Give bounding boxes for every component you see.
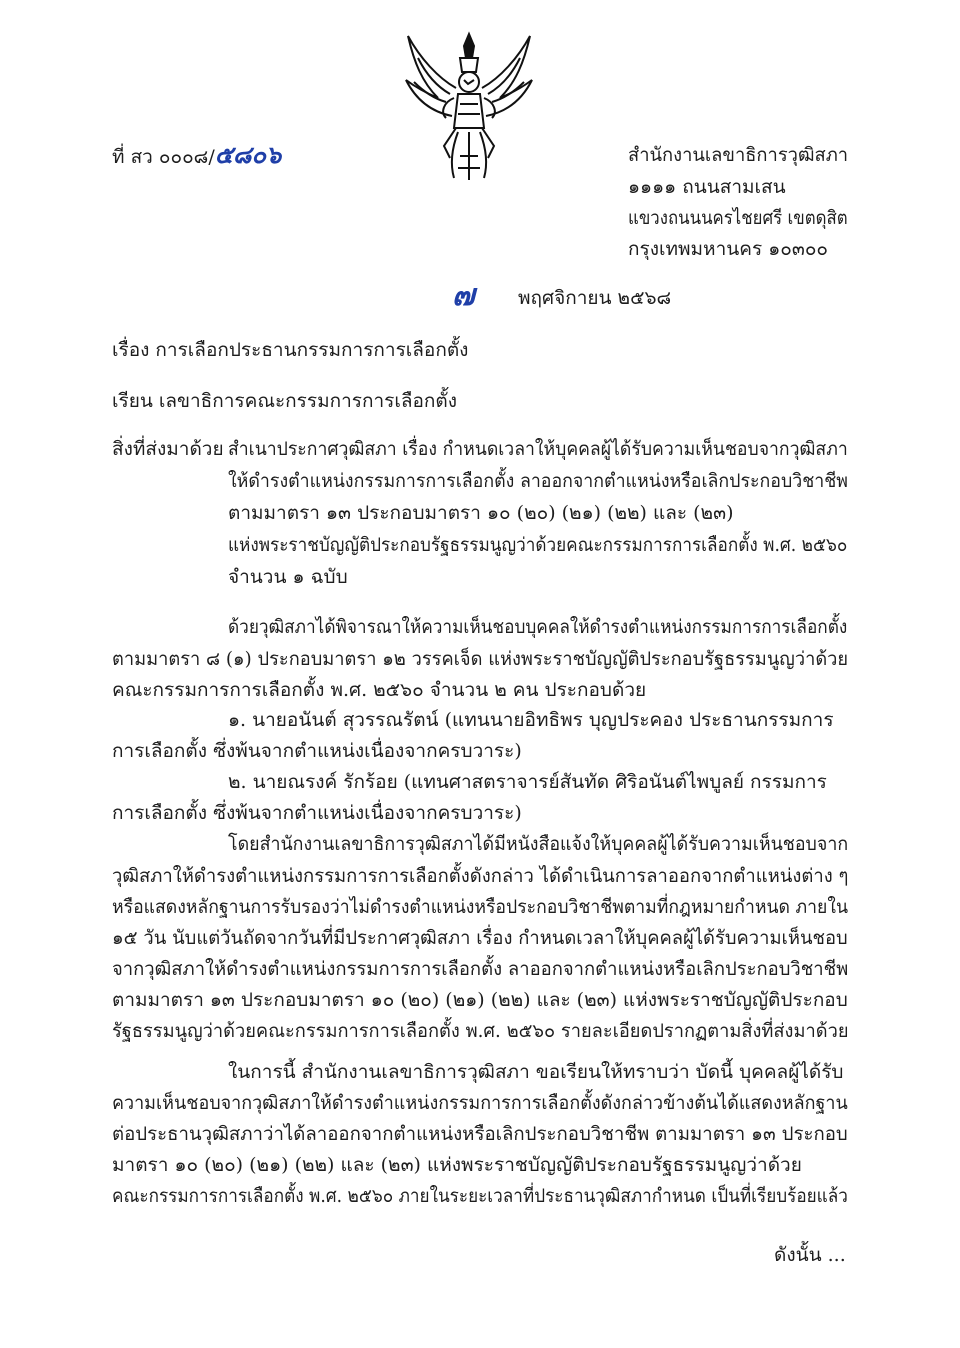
paragraph-2-line: หรือแสดงหลักฐานการรับรองว่าไม่ดำรงตำแหน่งหรือประกอบวิชาชีพตามที่กฎหมายกำหนด ภายใน [112, 896, 849, 918]
list-item-1-line-2: การเลือกตั้ง ซึ่งพ้นจากตำแหน่งเนื่องจากครบวาระ) [112, 740, 522, 762]
paragraph-2-line: ๑๕ วัน นับแต่วันถัดจากวันที่มีประกาศวุฒิสภา เรื่อง กำหนดเวลาให้บุคคลผู้ได้รับความเห็นชอบ [112, 927, 848, 949]
paragraph-2-line: รัฐธรรมนูญว่าด้วยคณะกรรมการการเลือกตั้ง พ.ศ. ๒๕๖๐ รายละเอียดปรากฏตามสิ่งที่ส่งมาด้วย [112, 1020, 849, 1042]
enclosure-label: สิ่งที่ส่งมาด้วย [112, 438, 224, 460]
paragraph-2-line: โดยสำนักงานเลขาธิการวุฒิสภาได้มีหนังสือแจ้งให้บุคคลผู้ได้รับความเห็นชอบจาก [228, 833, 849, 855]
garuda-emblem-icon [398, 28, 540, 186]
reference-handwritten-number: ๕๘๐๖ [214, 140, 282, 169]
enclosure-line: ให้ดำรงตำแหน่งกรรมการการเลือกตั้ง ลาออกจากตำแหน่งหรือเลิกประกอบวิชาชีพ [228, 470, 849, 492]
paragraph-2-line: วุฒิสภาให้ดำรงตำแหน่งกรรมการการเลือกตั้งดังกล่าว ได้ดำเนินการลาออกจากตำแหน่งต่าง ๆ [112, 865, 849, 887]
paragraph-2-line: จากวุฒิสภาให้ดำรงตำแหน่งกรรมการการเลือกตั้ง ลาออกจากตำแหน่งหรือเลิกประกอบวิชาชีพ [112, 958, 849, 980]
continuation-text: ดังนั้น ... [774, 1244, 846, 1266]
paragraph-3-line: คณะกรรมการการเลือกตั้ง พ.ศ. ๒๕๖๐ ภายในระยะเวลาที่ประธานวุฒิสภากำหนด เป็นที่เรียบร้อยแล้ว [112, 1185, 848, 1207]
sender-address-line-1: ๑๑๑๑ ถนนสามเสน [628, 176, 786, 198]
paragraph-3-line: ความเห็นชอบจากวุฒิสภาให้ดำรงตำแหน่งกรรมการการเลือกตั้งดังกล่าวข้างต้นได้แสดงหลักฐาน [112, 1092, 848, 1114]
paragraph-1-line: ตามมาตรา ๘ (๑) ประกอบมาตรา ๑๒ วรรคเจ็ด แห่งพระราชบัญญัติประกอบรัฐธรรมนูญว่าด้วย [112, 648, 849, 670]
recipient-line: เรียน เลขาธิการคณะกรรมการการเลือกตั้ง [112, 390, 458, 412]
sender-address-line-2: แขวงถนนนครไชยศรี เขตดุสิต [628, 207, 848, 229]
date-month-year: พฤศจิกายน ๒๕๖๘ [518, 287, 672, 309]
paragraph-1-line: คณะกรรมการการเลือกตั้ง พ.ศ. ๒๕๖๐ จำนวน ๒ คน ประกอบด้วย [112, 679, 647, 701]
paragraph-1-line: ด้วยวุฒิสภาได้พิจารณาให้ความเห็นชอบบุคคลให้ดำรงตำแหน่งกรรมการการเลือกตั้ง [228, 616, 848, 638]
reference-number [112, 140, 282, 169]
subject-line: เรื่อง การเลือกประธานกรรมการการเลือกตั้ง [112, 339, 469, 361]
enclosure-line: สำเนาประกาศวุฒิสภา เรื่อง กำหนดเวลาให้บุคคลผู้ได้รับความเห็นชอบจากวุฒิสภา [228, 438, 848, 460]
paragraph-3-line: ต่อประธานวุฒิสภาว่าได้ลาออกจากตำแหน่งหรือเลิกประกอบวิชาชีพ ตามมาตรา ๑๓ ประกอบ [112, 1123, 848, 1145]
sender-organization: สำนักงานเลขาธิการวุฒิสภา [628, 144, 849, 166]
list-item-2-line-1: ๒. นายณรงค์ รักร้อย (แทนศาสตราจารย์สันทัด ศิริอนันต์ไพบูลย์ กรรมการ [228, 771, 827, 793]
paragraph-2-line: ตามมาตรา ๑๓ ประกอบมาตรา ๑๐ (๒๐) (๒๑) (๒๒) และ (๒๓) แห่งพระราชบัญญัติประกอบ [112, 989, 848, 1011]
paragraph-3-line: ในการนี้ สำนักงานเลขาธิการวุฒิสภา ขอเรียนให้ทราบว่า บัดนี้ บุคคลผู้ได้รับ [228, 1061, 844, 1083]
date-day-handwritten: ๗ [452, 278, 475, 313]
enclosure-line: จำนวน ๑ ฉบับ [228, 566, 348, 588]
enclosure-line: แห่งพระราชบัญญัติประกอบรัฐธรรมนูญว่าด้วยคณะกรรมการการเลือกตั้ง พ.ศ. ๒๕๖๐ [228, 534, 848, 556]
list-item-2-line-2: การเลือกตั้ง ซึ่งพ้นจากตำแหน่งเนื่องจากครบวาระ) [112, 802, 522, 824]
enclosure-line: ตามมาตรา ๑๓ ประกอบมาตรา ๑๐ (๒๐) (๒๑) (๒๒) และ (๒๓) [228, 502, 734, 524]
sender-address-line-3: กรุงเทพมหานคร ๑๐๓๐๐ [628, 238, 829, 260]
paragraph-3-line: มาตรา ๑๐ (๒๐) (๒๑) (๒๒) และ (๒๓) แห่งพระราชบัญญัติประกอบรัฐธรรมนูญว่าด้วย [112, 1154, 802, 1176]
reference-prefix: ที่ สว ๐๐๐๘/ [112, 146, 215, 168]
list-item-1-line-1: ๑. นายอนันต์ สุวรรณรัตน์ (แทนนายอิทธิพร บุญประคอง ประธานกรรมการ [228, 709, 834, 731]
